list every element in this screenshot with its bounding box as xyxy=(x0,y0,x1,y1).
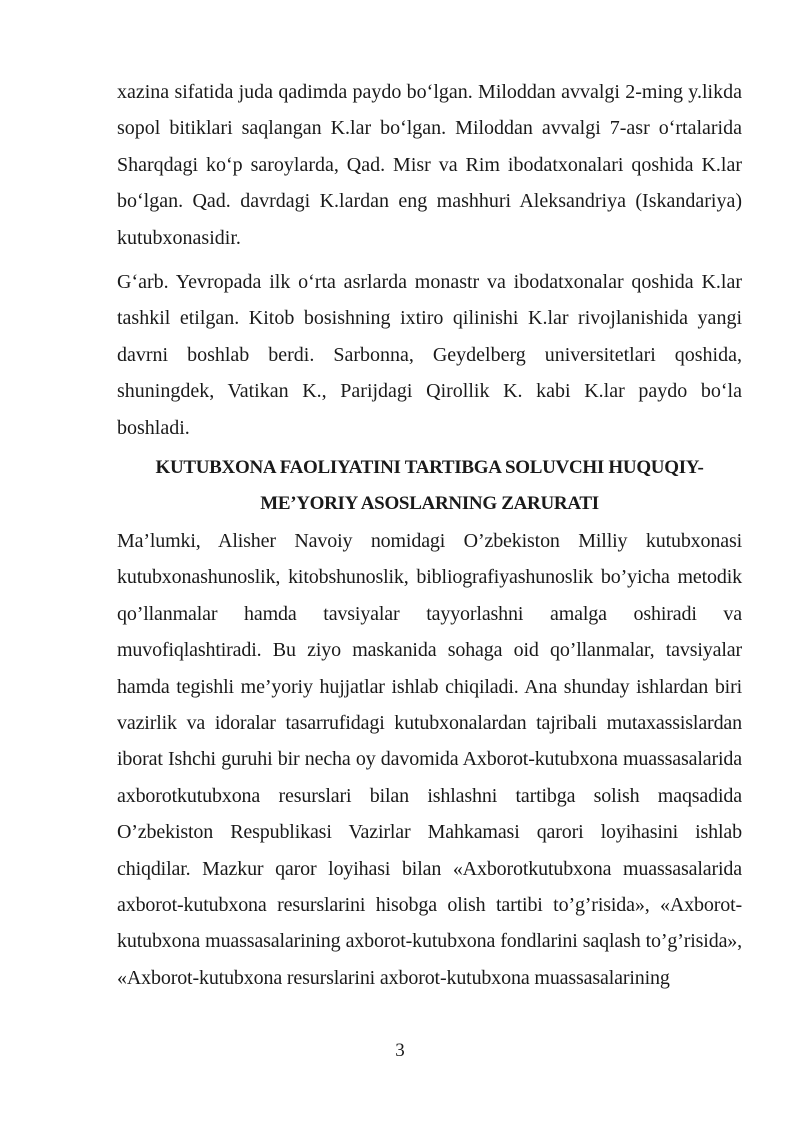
paragraph-national-library: Ma’lumki, Alisher Navoiy nomidagi O’zbekiston Milliy kutubxonasi kutubxonashunoslik, kitobshunoslik, bibliografiyashunoslik bo’yicha metodik qo’llanmalar hamda tavsiyalar tayyorlashni amalga oshiradi va muvofiqlashtiradi. Bu ziyo maskanida sohaga oid qo’llanmalar, tavsiyalar hamda tegishli me’yoriy hujjatlar ishlab chiqiladi. Ana shunday ishlardan biri vazirlik va idoralar tasarrufidagi kutubxonalardan tajribali mutaxassislardan iborat Ishchi guruhi bir necha oy davomida Axborot-kutubxona muassasalarida axborotkutubxona resurslari bilan ishlashni tartibga solish maqsadida O’zbekiston Respublikasi Vazirlar Mahkamasi qarori loyihasini ishlab chiqdilar. Mazkur qaror loyihasi bilan «Axborotkutubxona muassasalarida axborot-kutubxona resurslarini hisobga olish tartibi to’g’risida», «Axborot-kutubxona muassasalarining axborot-kutubxona fondlarini saqlash to’g’risida», «Axborot-kutubxona resurslarini axborot-kutubxona muassasalarining xyxy=(117,529,742,989)
paragraph-western-europe: G‘arb. Yevropada ilk o‘rta asrlarda monastr va ibodatxonalar qoshida K.lar tashkil etilgan. Kitob bosishning ixtiro qilinishi K.lar rivojlanishida yangi davrni boshlab berdi. Sarbonna, Geydelberg universitetlari qoshida, shuningdek, Vatikan K., Parijdagi Qirollik K. kabi K.lar paydo bo‘la boshladi. xyxy=(117,271,742,439)
paragraph-ancient-libraries: xazina sifatida juda qadimda paydo bo‘lgan. Miloddan avvalgi 2-ming y.likda sopol bitiklari saqlangan K.lar bo‘lgan. Miloddan avvalgi 7-asr o‘rtalarida Sharqdagi ko‘p saroylarda, Qad. Misr va Rim ibodatxonalari qoshida K.lar bo‘lgan. Qad. davrdagi K.lardan eng mashhuri Aleksandriya (Iskandariya) kutubxonasidir. xyxy=(117,81,742,249)
document-page xyxy=(117,74,742,996)
page-number: 3 xyxy=(395,1040,405,1061)
section-heading: KUTUBXONA FAOLIYATINI TARTIBGA SOLUVCHI HUQUQIY-ME’YORIY ASOSLARNING ZARURATI xyxy=(155,457,704,515)
